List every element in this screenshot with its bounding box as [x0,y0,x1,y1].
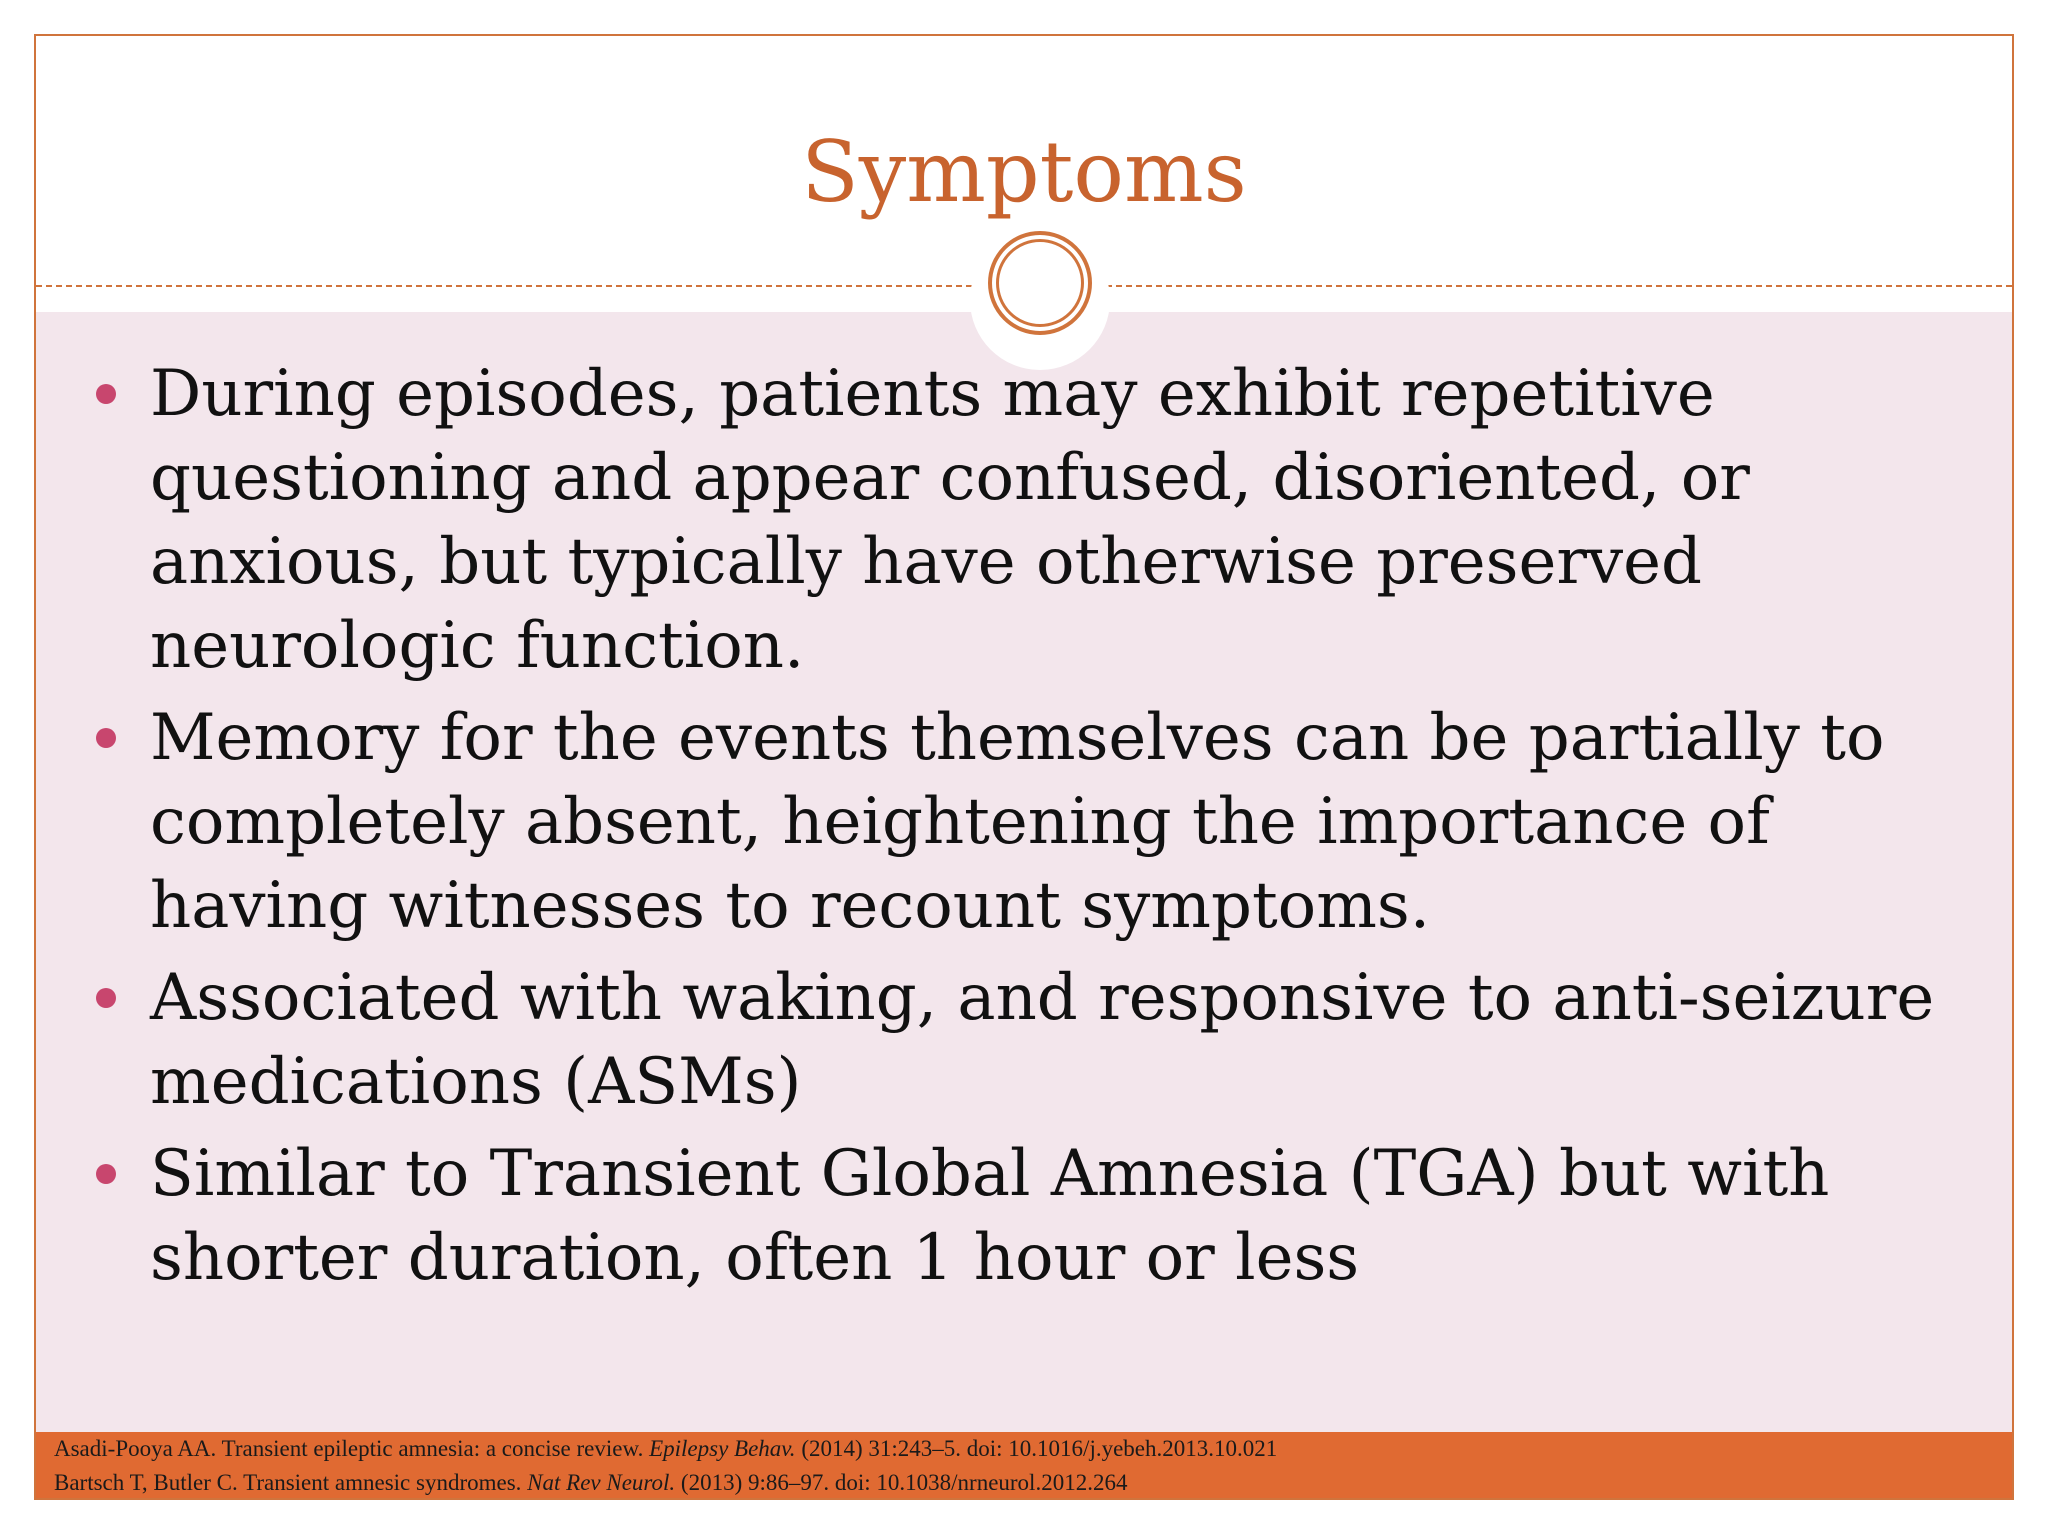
bullet-text: Memory for the events themselves can be partially to completely absent, heightening the importance of having witnesses to recount symptoms. [150,701,1885,943]
bullet-dot-icon [96,988,116,1008]
bullet-item [36,956,2012,1124]
slide [34,34,2014,1500]
bullet-item [36,696,2012,948]
bullet-list [36,352,2012,1308]
reference-text: (2013) 9:86–97. doi: 10.1038/nrneurol.2012.264 [675,1470,1128,1495]
bullet-dot-icon [96,384,116,404]
references-footer [36,1432,2012,1500]
bullet-dot-icon [96,1164,116,1184]
bullet-item [36,1132,2012,1300]
reference-line [54,1466,2012,1500]
bullet-text: Associated with waking, and responsive to anti-seizure medications (ASMs) [150,961,1935,1119]
bullet-text: During episodes, patients may exhibit repetitive questioning and appear confused, disoriented, or anxious, but typically have otherwise preserved neurologic function. [150,357,1750,683]
slide-title: Symptoms [801,123,1247,221]
bullet-dot-icon [96,728,116,748]
reference-journal: Epilepsy Behav. [649,1436,796,1461]
reference-text: Bartsch T, Butler C. Transient amnesic syndromes. [54,1470,528,1495]
bullet-text: Similar to Transient Global Amnesia (TGA) but with shorter duration, often 1 hour or less [150,1137,1830,1295]
circle-ornament-inner-icon [996,239,1084,327]
reference-text: (2014) 31:243–5. doi: 10.1016/j.yebeh.2013.10.021 [795,1436,1278,1461]
reference-text: Asadi-Pooya AA. Transient epileptic amnesia: a concise review. [54,1436,650,1461]
reference-line [54,1432,2012,1466]
reference-journal: Nat Rev Neurol. [527,1470,676,1495]
bullet-item [36,352,2012,688]
